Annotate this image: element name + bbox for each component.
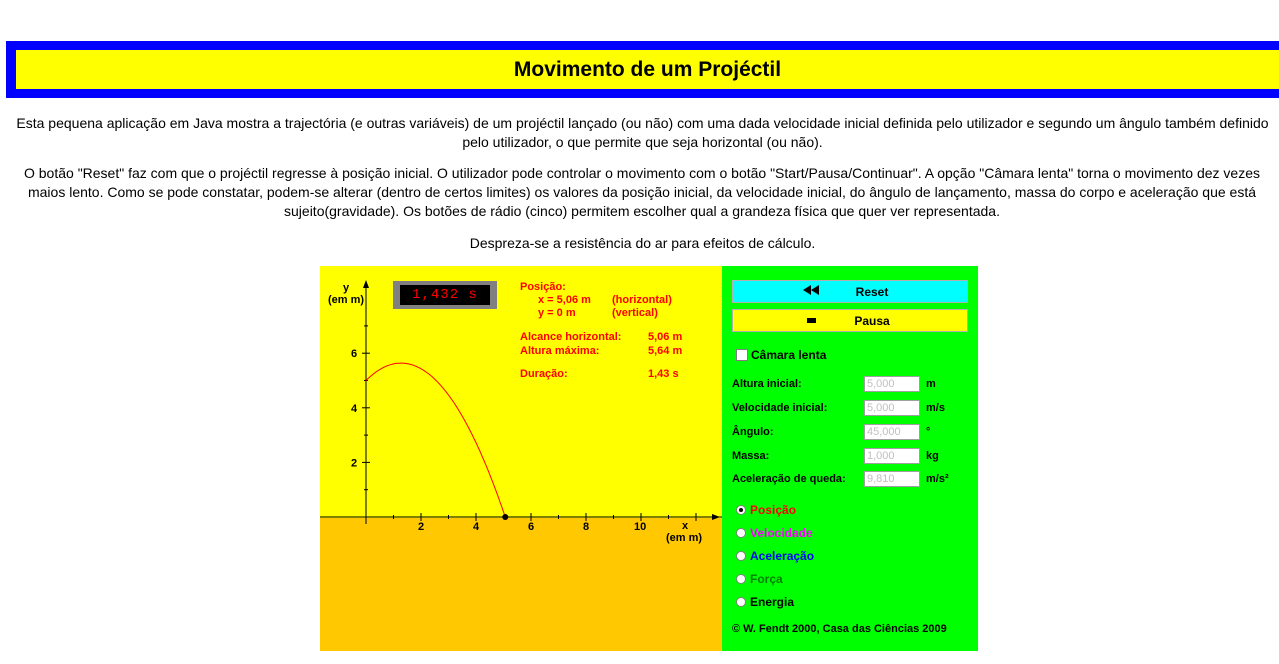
field-input[interactable]: 45,000 [864,424,920,440]
x-axis-unit: (em m) [666,532,703,544]
radio-label: Aceleração [750,549,815,563]
x-tick-label: 4 [473,521,480,533]
field-label: Ângulo: [732,426,774,438]
copyright: © W. Fendt 2000, Casa das Ciências 2009 [732,623,947,635]
slow-motion-checkbox[interactable] [736,348,826,362]
y-tick-label: 6 [351,348,358,361]
range-value: 5,06 m [648,331,683,343]
radio-button[interactable] [736,505,746,515]
title-banner-inner [16,50,1279,89]
field-unit: ° [926,426,931,438]
position-title: Posição: [520,281,566,293]
radio-label: Velocidade [750,526,813,540]
position-x-value: x = 5,06 m [538,294,591,306]
radio-button[interactable] [736,528,746,538]
intro-paragraph-1: Esta pequena aplicação em Java mostra a trajectória (e outras variáveis) de um projéctil lançado (ou não) com uma dada velocidade inicial definida pelo utilizador e segundo um ângulo também definido pelo utilizador, o que permite que seja horizontal (ou não). [16,115,1269,150]
intro-paragraph-3: Despreza-se a resistência do ar para efeitos de cálculo. [469,235,816,251]
max-height-value: 5,64 m [648,345,683,357]
x-tick-label: 2 [418,521,425,533]
y-axis-unit: (em m) [328,294,365,306]
reset-button[interactable] [732,280,968,303]
x-tick-label: 6 [528,521,535,533]
field-input[interactable]: 1,000 [864,448,920,464]
y-axis-arrow [363,280,369,288]
y-tick-label: 4 [351,402,358,415]
clock-display [393,281,497,309]
x-tick-label: 8 [583,521,590,533]
x-axis-arrow [712,514,720,520]
field-label: Velocidade inicial: [732,402,828,414]
field-input[interactable]: 9,810 [864,471,920,487]
max-height-label: Altura máxima: [520,345,600,357]
pause-button[interactable] [732,309,968,332]
radio-button[interactable] [736,574,746,584]
duration-value: 1,43 s [648,368,679,380]
x-axis-label: x [682,520,689,532]
radio-option[interactable] [736,503,796,517]
control-panel [722,266,978,651]
field-unit: kg [926,450,939,462]
radio-label: Energia [750,595,795,609]
page-title: Movimento de um Projéctil [513,57,782,81]
y-ticks [351,326,370,490]
field-unit: m/s [926,402,945,414]
radio-label: Força [750,572,783,586]
checkbox-box[interactable] [736,349,748,361]
radio-option[interactable] [736,572,783,586]
field-label: Aceleração de queda: [732,473,846,485]
field-label: Altura inicial: [732,378,802,390]
title-banner [6,41,1279,98]
field-input[interactable]: 5,000 [864,376,920,392]
field-unit: m [926,378,936,390]
x-ticks [394,513,697,533]
field-input[interactable]: 5,000 [864,400,920,416]
radio-option[interactable] [736,595,794,609]
pause-label: Pausa [854,314,890,328]
projectile-ball [502,514,508,520]
radio-label: Posição [750,503,797,517]
trajectory-curve [366,363,505,517]
position-x-note: (horizontal) [612,294,672,306]
java-applet [320,266,978,651]
range-label: Alcance horizontal: [520,331,622,343]
x-tick-label: 10 [634,521,647,533]
simulation-canvas [320,266,722,651]
field-unit: m/s² [926,473,949,485]
y-tick-label: 2 [351,457,358,470]
duration-label: Duração: [520,368,568,380]
radio-option[interactable] [736,526,813,540]
position-y-value: y = 0 m [538,307,576,319]
radio-button[interactable] [736,597,746,607]
slow-motion-label: Câmara lenta [751,348,827,362]
radio-button[interactable] [736,551,746,561]
clock-readout: 1,432 s [400,285,490,305]
intro-paragraph-2: O botão "Reset" faz com que o projéctil regresse à posição inicial. O utilizador pode controlar o movimento com o botão "Start/Pausa/Continuar". A opção "Câmara lenta" torna o movimento dez vezes maios lento. Como se pode constatar, podem-se alterar (dentro de certos limites) os valores da posição inicial, da velocidade inicial, do ângulo de lançamento, massa do corpo e aceleração que está sujeito(gravidade). Os botões de rádio (cinco) permitem escolher qual a grandeza física que quer ver representada. [23,165,1260,219]
position-y-note: (vertical) [612,307,658,319]
trajectory-plot [320,266,722,651]
y-axis-label: y [343,282,350,294]
field-label: Massa: [732,450,770,462]
radio-option[interactable] [736,549,814,563]
reset-label: Reset [855,285,889,299]
